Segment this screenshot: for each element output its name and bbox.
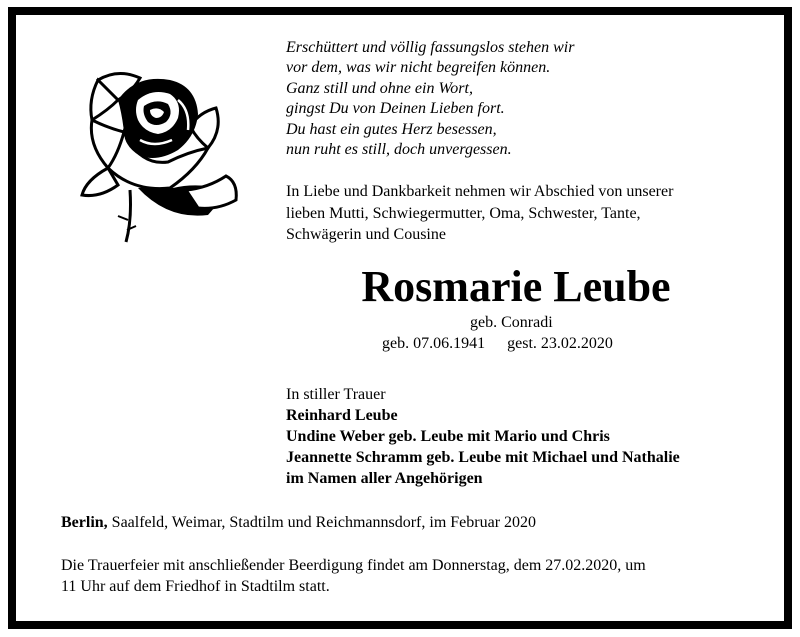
poem-line: vor dem, was wir nicht begreifen können. bbox=[286, 59, 551, 77]
intro-line: Schwägerin und Cousine bbox=[286, 226, 446, 243]
mourners-heading: In stiller Trauer bbox=[286, 386, 386, 403]
deceased-name: Rosmarie Leube bbox=[361, 262, 671, 311]
life-dates bbox=[382, 334, 613, 354]
poem-line: gingst Du von Deinen Lieben fort. bbox=[286, 100, 505, 118]
funeral-notice bbox=[61, 555, 751, 597]
place-rest: Saalfeld, Weimar, Stadtilm und Reichmannsdorf, im Februar 2020 bbox=[107, 514, 537, 531]
poem-line: Ganz still und ohne ein Wort, bbox=[286, 79, 473, 97]
funeral-line: 11 Uhr auf dem Friedhof in Stadtilm statt. bbox=[61, 578, 330, 595]
mourner-name: im Namen aller Angehörigen bbox=[286, 470, 483, 487]
funeral-line: Die Trauerfeier mit anschließender Beerdigung findet am Donnerstag, dem 27.02.2020, um bbox=[61, 557, 646, 574]
rose-icon bbox=[78, 70, 248, 245]
mourner-name: Reinhard Leube bbox=[286, 407, 398, 424]
intro-line: In Liebe und Dankbarkeit nehmen wir Abschied von unserer bbox=[286, 183, 674, 200]
mourner-name: Undine Weber geb. Leube mit Mario und Chris bbox=[286, 428, 610, 445]
mourners-block bbox=[286, 384, 680, 489]
intro-text bbox=[286, 181, 673, 246]
birth-name: geb. Conradi bbox=[470, 314, 553, 331]
death-date: gest. 23.02.2020 bbox=[507, 335, 613, 352]
mourner-name: Jeannette Schramm geb. Leube mit Michael und Nathalie bbox=[286, 449, 680, 466]
poem-line: Du hast ein gutes Herz besessen, bbox=[286, 120, 497, 138]
intro-line: lieben Mutti, Schwiegermutter, Oma, Schwester, Tante, bbox=[286, 204, 641, 222]
poem-line: nun ruht es still, doch unvergessen. bbox=[286, 141, 512, 159]
place-and-date bbox=[61, 513, 536, 533]
poem bbox=[286, 38, 574, 160]
place-city: Berlin, bbox=[61, 514, 108, 531]
birth-date: geb. 07.06.1941 bbox=[382, 335, 486, 352]
poem-line: Erschüttert und völlig fassungslos stehen wir bbox=[286, 39, 575, 56]
